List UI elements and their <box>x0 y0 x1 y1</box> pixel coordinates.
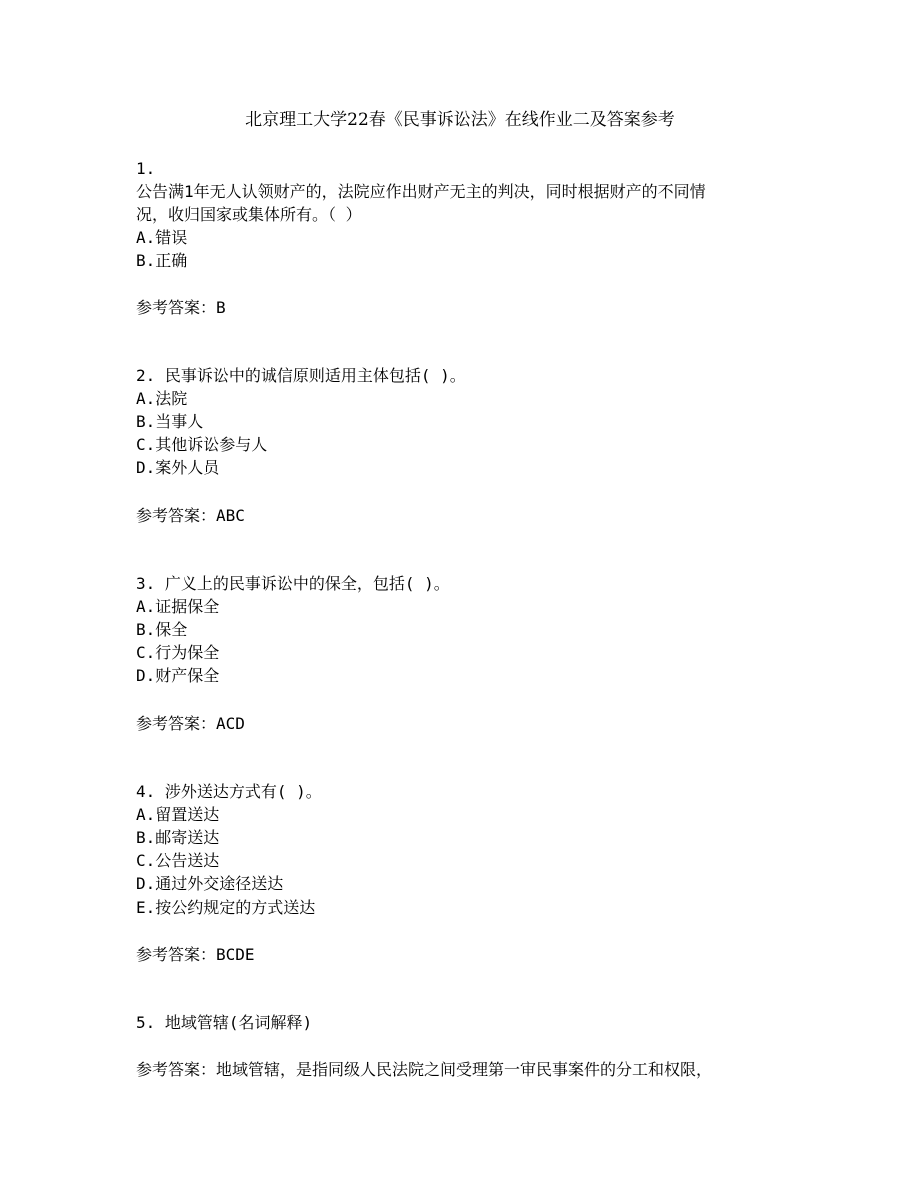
question-2-answer: 参考答案：ABC <box>136 506 245 525</box>
question-4-option-c: C.公告送达 <box>136 851 220 870</box>
question-3-answer: 参考答案：ACD <box>136 714 245 733</box>
question-1-answer: 参考答案：B <box>136 298 226 317</box>
question-2-text: 2. 民事诉讼中的诚信原则适用主体包括( )。 <box>136 366 466 385</box>
question-1-text-line1: 公告满1年无人认领财产的，法院应作出财产无主的判决，同时根据财产的不同情 <box>136 182 706 201</box>
question-2-option-c: C.其他诉讼参与人 <box>136 435 268 454</box>
question-1-option-a: A.错误 <box>136 228 188 247</box>
question-5-answer: 参考答案：地域管辖，是指同级人民法院之间受理第一审民事案件的分工和权限， <box>136 1060 713 1079</box>
question-2-option-d: D.案外人员 <box>136 458 220 477</box>
question-4-option-b: B.邮寄送达 <box>136 828 220 847</box>
question-1-option-b: B.正确 <box>136 251 188 270</box>
question-2-option-a: A.法院 <box>136 389 188 408</box>
question-1-text-line2: 况，收归国家或集体所有。（ ） <box>136 205 362 224</box>
question-5-text: 5. 地域管辖(名词解释) <box>136 1013 313 1032</box>
document-title: 北京理工大学22春《民事诉讼法》在线作业二及答案参考 <box>245 110 675 130</box>
question-4-option-d: D.通过外交途径送达 <box>136 874 284 893</box>
question-4-option-a: A.留置送达 <box>136 805 220 824</box>
question-2-option-b: B.当事人 <box>136 412 204 431</box>
question-3-option-c: C.行为保全 <box>136 643 220 662</box>
question-3-option-a: A.证据保全 <box>136 597 220 616</box>
question-3-option-d: D.财产保全 <box>136 666 220 685</box>
question-3-option-b: B.保全 <box>136 620 188 639</box>
question-4-option-e: E.按公约规定的方式送达 <box>136 898 316 917</box>
question-1-number: 1. <box>136 159 156 178</box>
question-4-answer: 参考答案：BCDE <box>136 945 255 964</box>
question-4-text: 4. 涉外送达方式有( )。 <box>136 782 322 801</box>
question-3-text: 3. 广义上的民事诉讼中的保全，包括( )。 <box>136 574 450 593</box>
